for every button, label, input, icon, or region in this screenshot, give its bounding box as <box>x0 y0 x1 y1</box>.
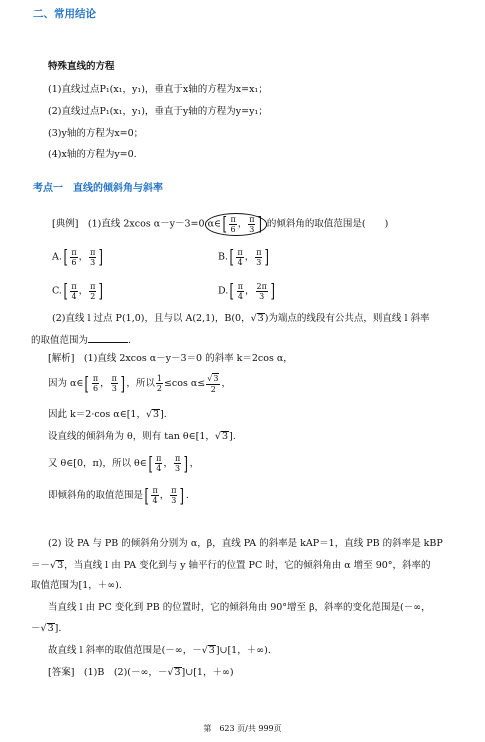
solution-part2-line-2: ＝－√3，当直线 l 由 PA 变化到与 y 轴平行的位置 PC 时，它的倾斜角由 α 增至 90°，斜率的 <box>31 560 431 571</box>
frac-num: 2π <box>256 281 267 291</box>
fraction-pi-over-4 <box>237 282 244 301</box>
comma: ， <box>163 458 173 469</box>
page-footer: 第 623 页/共 999页 <box>203 724 282 733</box>
comma: ， <box>245 285 255 297</box>
bracket-left: [ <box>229 280 235 302</box>
q2-text-line2: 的取值范围为 <box>31 335 89 346</box>
special-line-item-3: (3)y轴的方程为x=0； <box>48 128 144 139</box>
comma: ， <box>159 490 170 501</box>
sqrt-3: 3 <box>57 560 64 571</box>
frac-num: π <box>111 374 117 383</box>
fraction-2pi-over-3 <box>256 282 268 301</box>
frac-den: 3 <box>171 496 177 505</box>
fraction-pi-over-3 <box>255 248 262 267</box>
fraction-pi-over-3 <box>89 248 96 267</box>
special-line-item-4: (4)x轴的方程为y=0. <box>48 149 137 160</box>
sol-text: － <box>31 623 41 634</box>
fraction-pi-over-4 <box>70 282 77 301</box>
fraction-pi-over-3 <box>111 374 118 393</box>
frac-num: 1 <box>156 374 162 383</box>
q2-text-a: (2)直线 l 过点 P(1,0)，且与以 A(2,1)，B(0， <box>52 313 251 324</box>
bracket-right: ] <box>179 484 185 507</box>
q2-text-c: )为端点的线段有公共点，则直线 l 斜率 <box>264 313 430 324</box>
bracket-right: ] <box>270 280 275 302</box>
fraction-pi-over-3 <box>248 215 255 234</box>
q1-text-a: [典例] (1)直线 2xcos α－y－3=0 <box>52 218 205 230</box>
special-line-item-2: (2)直线过点P₁(x₁，y₁)，垂直于y轴的方程为y=y₁； <box>48 106 268 117</box>
bracket-left: [ <box>148 452 153 475</box>
comma: ， <box>78 285 89 297</box>
sol-text: 设直线的倾斜角为 θ，则有 tan θ∈[1， <box>48 431 215 442</box>
fraction-sqrt3-over-2 <box>206 373 220 394</box>
bracket-right: ] <box>120 372 125 395</box>
frac-den: 4 <box>71 291 77 301</box>
fraction-pi-over-4 <box>155 454 162 473</box>
special-lines-title: 特殊直线的方程 <box>48 61 115 72</box>
sol-text: . <box>185 490 189 501</box>
bracket-right: ] <box>257 213 263 235</box>
option-b-label: B. <box>218 251 229 263</box>
frac-num: π <box>256 247 262 257</box>
sol-text: ， <box>189 458 200 469</box>
solution-part2-line-4: 当直线 l 由 PC 变化到 PB 的位置时，它的倾斜角由 90°增至 β，斜率的变化范围是(－∞， <box>48 602 431 613</box>
frac-num: π <box>237 281 243 291</box>
example-question-2-line2 <box>31 333 131 347</box>
fraction-pi-over-3 <box>170 486 177 505</box>
sol-text: 因此 k＝2·cos α∈[1， <box>48 409 146 420</box>
fraction-pi-over-2 <box>89 282 96 301</box>
option-d <box>218 281 276 302</box>
solution-part2-line-6: 故直线 l 斜率的取值范围是(－∞，－√3]∪[1，＋∞). <box>48 645 271 656</box>
option-b <box>218 247 271 268</box>
frac-den: 6 <box>230 224 236 234</box>
frac-den: 3 <box>249 224 255 234</box>
bracket-left: [ <box>84 372 90 395</box>
sqrt-3: 3 <box>221 431 228 442</box>
solution-line-5 <box>48 453 199 475</box>
q1-condition <box>205 213 267 236</box>
fraction-pi-over-6 <box>229 215 236 234</box>
sol-text: 又 θ∈[0，π)，所以 θ∈ <box>48 458 147 469</box>
frac-den: 3 <box>111 384 117 393</box>
option-c <box>52 281 105 302</box>
sol-text: ＝－ <box>31 560 51 571</box>
bracket-left: [ <box>144 484 149 507</box>
answer-text: [答案] (1)B (2)(－∞，－ <box>48 667 168 678</box>
frac-den: 3 <box>175 464 181 473</box>
comma: ， <box>237 218 248 230</box>
option-d-label: D. <box>218 285 229 297</box>
frac-num: π <box>237 247 243 257</box>
sol-text: ]∪[1，＋∞). <box>215 645 271 656</box>
frac-num: π <box>230 214 236 224</box>
example-question-2-line1: (2)直线 l 过点 P(1,0)，且与以 A(2,1)，B(0，√3)为端点的线段有公共点，则直线 l 斜率 <box>52 313 430 324</box>
sol-text: ， <box>221 378 231 389</box>
fraction-1-over-2 <box>156 374 163 393</box>
answer-blank <box>88 333 128 343</box>
frac-num: π <box>71 281 77 291</box>
sol-text: ]. <box>160 409 167 420</box>
answer-text: ]∪[1，＋∞) <box>181 667 234 678</box>
frac-den: 2 <box>210 385 216 394</box>
frac-num: π <box>156 454 162 463</box>
frac-num: π <box>90 247 96 257</box>
frac-num: √3 <box>207 374 219 383</box>
bracket-left: [ <box>63 246 68 268</box>
fraction-pi-over-6 <box>92 374 99 393</box>
solution-line-6 <box>48 485 189 507</box>
fraction-pi-over-6 <box>70 248 77 267</box>
fraction-pi-over-4 <box>236 248 243 267</box>
bracket-right: ] <box>98 280 104 302</box>
frac-den: 6 <box>92 384 99 393</box>
frac-den: 4 <box>237 257 243 267</box>
fraction-pi-over-4 <box>151 486 158 505</box>
sqrt-3: 3 <box>213 374 219 383</box>
comma: ， <box>78 251 89 263</box>
frac-den: 4 <box>237 291 243 301</box>
sol-text: 即倾斜角的取值范围是 <box>48 490 144 501</box>
frac-num: π <box>249 214 255 224</box>
bracket-right: ] <box>264 246 270 268</box>
frac-num: π <box>71 247 77 257</box>
q2-text-end: . <box>128 335 132 346</box>
option-c-label: C. <box>52 285 62 297</box>
sqrt-3: 3 <box>174 667 181 678</box>
sol-text: ，当直线 l 由 PA 变化到与 y 轴平行的位置 PC 时，它的倾斜角由 α 增至 90°，斜率的 <box>64 560 431 571</box>
special-line-item-1: (1)直线过点P₁(x₁，y₁)，垂直于x轴的方程为x=x₁； <box>48 84 268 95</box>
frac-num: π <box>171 486 177 495</box>
q1-condition-text: α∈ <box>207 218 222 230</box>
solution-part2-line-1: (2) 设 PA 与 PB 的倾斜角分别为 α，β，直线 PA 的斜率是 kAP＝1，直线 PB 的斜率是 kBP <box>48 538 443 549</box>
frac-den: 3 <box>256 257 262 267</box>
frac-den: 3 <box>90 257 96 267</box>
frac-den: 2 <box>156 384 162 393</box>
comma: ， <box>100 378 110 389</box>
frac-num: π <box>92 374 99 383</box>
q1-text-c: 的倾斜角的取值范围是( ) <box>266 218 389 230</box>
topic-heading: 考点一 直线的倾斜角与斜率 <box>33 183 163 194</box>
sqrt-3: 3 <box>153 409 160 420</box>
bracket-left: [ <box>222 213 227 235</box>
sol-text: 因为 α∈ <box>48 378 84 389</box>
sqrt-3: 3 <box>257 313 264 324</box>
solution-part2-line-3: 取值范围为[1，＋∞). <box>31 580 122 591</box>
sqrt-3: 3 <box>47 623 54 634</box>
frac-den: 4 <box>156 464 162 473</box>
frac-den: 6 <box>71 257 77 267</box>
frac-num: π <box>152 486 158 495</box>
answer-line: [答案] (1)B (2)(－∞，－√3]∪[1，＋∞) <box>48 667 234 678</box>
bracket-left: [ <box>229 246 234 268</box>
option-a-label: A. <box>52 251 62 263</box>
solution-line-2 <box>48 373 231 395</box>
section-heading: 二、常用结论 <box>33 8 96 20</box>
bracket-left: [ <box>63 280 68 302</box>
comma: ， <box>244 251 255 263</box>
bracket-right: ] <box>183 452 189 475</box>
solution-line-4: 设直线的倾斜角为 θ，则有 tan θ∈[1，√3]. <box>48 431 236 442</box>
option-a <box>52 247 105 268</box>
frac-den: 2 <box>90 291 96 301</box>
bracket-right: ] <box>98 246 104 268</box>
frac-num: π <box>90 281 96 291</box>
sqrt-3: 3 <box>208 645 215 656</box>
solution-line-1: [解析] (1)直线 2xcos α－y－3＝0 的斜率 k＝2cos α， <box>48 353 293 364</box>
solution-line-3: 因此 k＝2·cos α∈[1，√3]. <box>48 409 167 420</box>
example-question-1 <box>52 213 388 236</box>
solution-part2-line-5: －√3]. <box>31 623 62 634</box>
sol-text: ]. <box>54 623 62 634</box>
sol-text: ]. <box>229 431 236 442</box>
sol-text: 故直线 l 斜率的取值范围是(－∞，－ <box>48 645 202 656</box>
frac-den: 3 <box>259 291 265 301</box>
frac-den: 4 <box>152 496 158 505</box>
sol-text: ，所以 <box>126 378 155 389</box>
sol-text: ≤cos α≤ <box>163 378 206 389</box>
frac-num: π <box>174 454 181 463</box>
fraction-pi-over-3 <box>174 454 181 473</box>
